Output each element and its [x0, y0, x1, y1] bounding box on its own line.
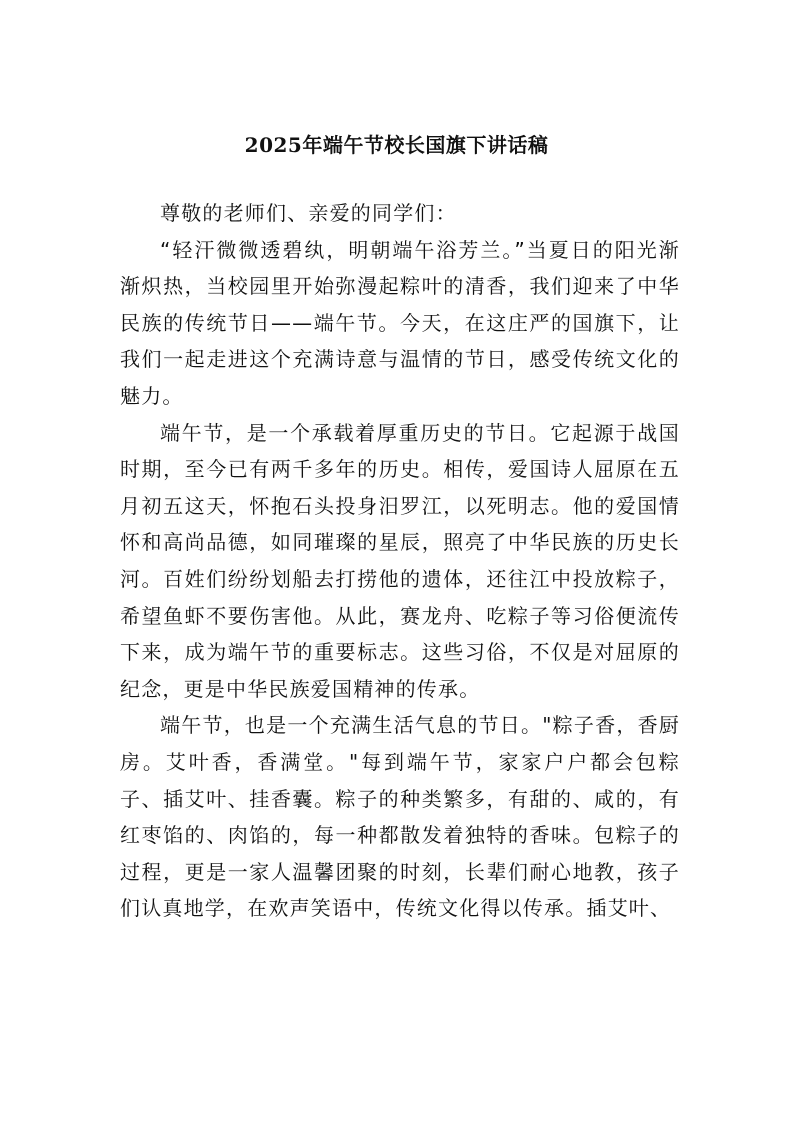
salutation: 尊敬的老师们、亲爱的同学们：	[160, 201, 457, 225]
paragraph-customs: 端午节，也是一个充满生活气息的节日。"粽子香，香厨房。艾叶香，香满堂。"每到端午节，家家户户都会包粽子、插艾叶、挂香囊。粽子的种类繁多，有甜的、咸的，有红枣馅的、肉馅的，每一种都散发着独特的香味。包粽子的过程，更是一家人温馨团聚的时刻，长辈们耐心地教，孩子们认真地学，在欢声笑语中，传统文化得以传承。插艾叶、	[120, 713, 680, 921]
document-title: 2025年端午节校长国旗下讲话稿	[244, 133, 549, 157]
document-body	[120, 195, 680, 927]
paragraph-intro: “轻汗微微透碧纨，明朝端午浴芳兰。”当夏日的阳光渐渐炽热，当校园里开始弥漫起粽叶的清香，我们迎来了中华民族的传统节日——端午节。今天，在这庄严的国旗下，让我们一起走进这个充满诗意与温情的节日，感受传统文化的魅力。	[120, 237, 680, 408]
paragraph-history: 端午节，是一个承载着厚重历史的节日。它起源于战国时期，至今已有两千多年的历史。相传，爱国诗人屈原在五月初五这天，怀抱石头投身汨罗江，以死明志。他的爱国情怀和高尚品德，如同璀璨的星辰，照亮了中华民族的历史长河。百姓们纷纷划船去打捞他的遗体，还往江中投放粽子，希望鱼虾不要伤害他。从此，赛龙舟、吃粽子等习俗便流传下来，成为端午节的重要标志。这些习俗，不仅是对屈原的纪念，更是中华民族爱国精神的传承。	[120, 420, 680, 701]
